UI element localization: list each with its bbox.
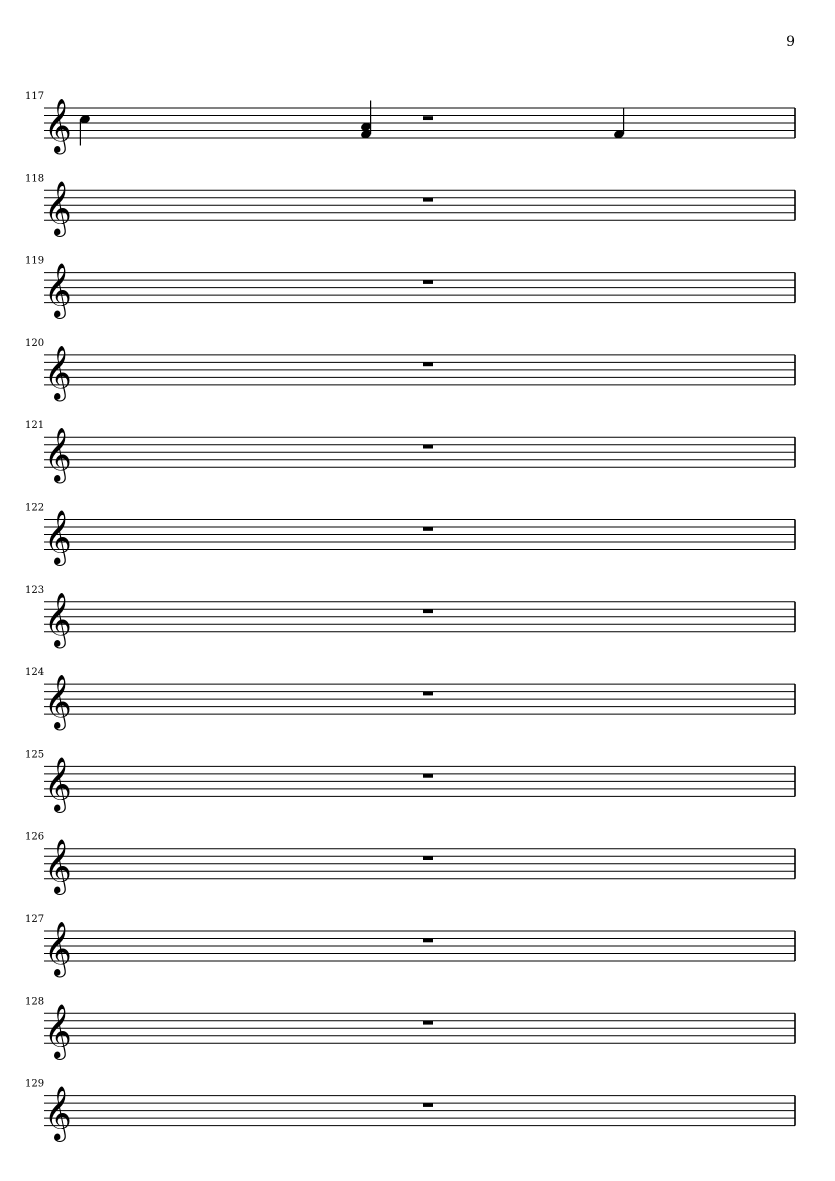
treble-clef-icon: 𝄞 [44, 591, 72, 647]
staff-system [25, 749, 795, 813]
measure-number: 120 [25, 337, 45, 349]
measure-number: 117 [25, 91, 45, 102]
page-number: 9 [786, 34, 795, 50]
measure-number: 126 [25, 831, 45, 843]
measure-number: 121 [25, 420, 45, 432]
whole-rest [423, 198, 433, 202]
staff-system [25, 173, 795, 237]
staff-system [25, 832, 795, 896]
measure-number: 125 [25, 749, 45, 761]
treble-clef-icon: 𝄞 [44, 838, 72, 894]
treble-clef-icon: 𝄞 [44, 1003, 72, 1059]
measure-number: 119 [25, 255, 45, 267]
measure-number: 122 [25, 502, 45, 514]
staff-system [25, 585, 795, 649]
staff-system [25, 914, 795, 978]
staff-system [25, 420, 795, 484]
whole-rest [423, 939, 433, 943]
treble-clef-icon: 𝄞 [44, 344, 72, 400]
measure-number: 129 [25, 1078, 45, 1090]
whole-rest [423, 1021, 433, 1025]
treble-clef-icon: 𝄞 [44, 427, 72, 483]
whole-rest [423, 280, 433, 284]
treble-clef-icon: 𝄞 [44, 756, 72, 812]
measure-number: 118 [25, 173, 45, 185]
half-rest [423, 116, 433, 120]
staff-systems [25, 91, 795, 1143]
whole-rest [423, 445, 433, 449]
measure-number: 123 [25, 584, 45, 596]
whole-rest [423, 1103, 433, 1107]
staff-system [25, 503, 795, 567]
treble-clef-icon: 𝄞 [44, 921, 72, 976]
staff-system [25, 1079, 795, 1143]
whole-rest [423, 362, 433, 366]
staff-system [25, 91, 795, 155]
staff-system [25, 996, 795, 1060]
whole-rest [423, 692, 433, 696]
staff-system [25, 338, 795, 402]
staff-system [25, 667, 795, 731]
treble-clef-icon: 𝄞 [44, 1085, 72, 1141]
treble-clef-icon: 𝄞 [44, 262, 72, 318]
staff-system [25, 256, 795, 320]
whole-rest [423, 774, 433, 778]
treble-clef-icon: 𝄞 [44, 98, 72, 153]
measure-number: 128 [25, 996, 45, 1008]
whole-rest [423, 856, 433, 860]
treble-clef-icon: 𝄞 [44, 509, 72, 565]
whole-rest [423, 609, 433, 613]
measure-number: 127 [25, 914, 45, 925]
treble-clef-icon: 𝄞 [44, 674, 72, 730]
treble-clef-icon: 𝄞 [44, 180, 72, 236]
whole-rest [423, 527, 433, 531]
measure-number: 124 [25, 667, 45, 679]
